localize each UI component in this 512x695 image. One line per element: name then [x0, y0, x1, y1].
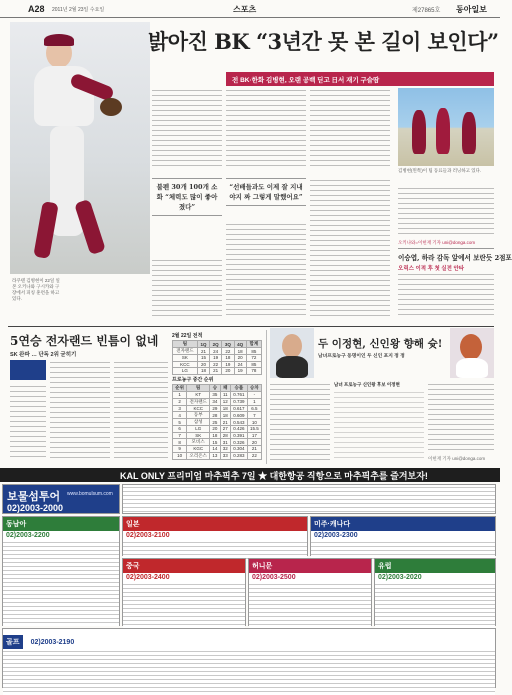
table-cell: LG: [187, 426, 210, 433]
ad-china-phone: 02)2003-2400: [126, 574, 170, 581]
ad-europe-title: 유럽: [375, 559, 495, 573]
table-cell: 15: [210, 439, 220, 446]
table-cell: 6.5: [247, 405, 261, 412]
ad-americas-phone: 02)2003-2300: [314, 532, 358, 539]
player-3-figure: [462, 112, 476, 154]
table-cell: 0.304: [230, 446, 247, 453]
table-cell: 85: [246, 348, 261, 355]
ad-gallery-box: [122, 484, 496, 514]
table-header-cell: 4Q: [234, 341, 246, 348]
table-cell: 15: [197, 355, 209, 362]
ad-europe-phone: 02)2003-2020: [378, 574, 422, 581]
table-cell: 31: [220, 439, 230, 446]
ad-gallery-fill: [123, 485, 495, 513]
table-cell: 14: [210, 446, 220, 453]
ad-japan-phone: 02)2003-2100: [126, 532, 170, 539]
table-cell: 19: [234, 368, 246, 375]
player-photo-left: [270, 328, 314, 378]
ad-golf-title: 골프: [3, 635, 23, 649]
table-header-cell: 승: [210, 385, 220, 392]
table-cell: 7: [173, 432, 187, 439]
table-cell: 22: [210, 361, 222, 368]
table-cell: 0.426: [230, 426, 247, 433]
table-cell: 12: [220, 398, 230, 405]
table-cell: 29: [210, 405, 220, 412]
issue-date: 2011년 2월 23일 수요일: [52, 7, 105, 13]
ad-travel-brand-box[interactable]: [2, 484, 120, 514]
table-cell: 9: [173, 446, 187, 453]
table-cell: 0.543: [230, 419, 247, 426]
pitcher-cap: [44, 34, 74, 46]
two-players-body-col-1: [270, 382, 330, 462]
table-header-cell: 합계: [246, 341, 261, 348]
table-cell: 전자랜드: [173, 348, 198, 355]
lead-body-col-1: [152, 88, 222, 168]
table-cell: 10: [247, 419, 261, 426]
table-header-cell: 순위: [173, 385, 187, 392]
ad-americas-fill: [311, 540, 495, 560]
ad-europe-box[interactable]: [374, 558, 496, 626]
lead-photo: [10, 22, 150, 274]
table-cell: 22: [247, 452, 261, 459]
table-cell: 0.617: [230, 405, 247, 412]
table-cell: 11: [220, 392, 230, 399]
pitcher-glove: [100, 98, 122, 116]
ad-europe-fill: [375, 582, 495, 630]
ad-china-title: 중국: [123, 559, 245, 573]
table-cell: 0.761: [230, 392, 247, 399]
table-header-cell: 팀: [187, 385, 210, 392]
table-cell: 0.326: [230, 439, 247, 446]
section-title: 스포츠: [233, 5, 257, 14]
table-header-cell: 승차: [247, 385, 261, 392]
lead-byline: 오키나와=이헌재 기자 uni@donga.com: [398, 240, 476, 245]
basketball-table2-title: 프로농구 중간 순위: [172, 377, 214, 383]
two-players-headline: 두 이정현, 신인왕 향해 슛!: [318, 338, 443, 350]
table-cell: 0.391: [230, 432, 247, 439]
table-cell: 18: [234, 348, 246, 355]
lead-subhead: 전 BK·한화 김병현, 오랜 공백 딛고 日서 재기 구슬땀: [226, 72, 494, 86]
table-cell: 18: [222, 355, 234, 362]
table-cell: 72: [246, 355, 261, 362]
training-photo-caption: 김병현(왼쪽)이 팀 동료들과 러닝하고 있다.: [398, 168, 482, 173]
table-row: [173, 398, 262, 405]
table-header-cell: 2Q: [210, 341, 222, 348]
table-cell: 35: [210, 392, 220, 399]
table-cell: 32: [220, 446, 230, 453]
table-cell: 4: [173, 412, 187, 419]
table-header-cell: 3Q: [222, 341, 234, 348]
ad-travel-logo: 보물섬투어: [7, 491, 61, 503]
ad-southeast-asia-box[interactable]: [2, 516, 120, 626]
table-cell: 20: [247, 439, 261, 446]
ad-golf-fill: [3, 649, 495, 695]
pitcher-jersey: [34, 66, 94, 126]
ad-honeymoon-fill: [249, 582, 371, 630]
player-right-body: [456, 358, 488, 378]
table-cell: 17: [247, 432, 261, 439]
table-row: [173, 419, 262, 426]
table-cell: 20: [222, 368, 234, 375]
table-header-cell: 1Q: [197, 341, 209, 348]
table-cell: KCC: [187, 405, 210, 412]
ad-honeymoon-title: 허니문: [249, 559, 371, 573]
table-cell: 1: [173, 392, 187, 399]
ad-china-box[interactable]: [122, 558, 246, 626]
table-header-cell: 팀: [173, 341, 198, 348]
section-divider-1: [8, 326, 494, 327]
basketball-body-col-2: [114, 360, 168, 460]
table-cell: 24: [234, 361, 246, 368]
player-1-figure: [412, 110, 426, 154]
table-cell: 21: [197, 348, 209, 355]
table-cell: 13: [210, 452, 220, 459]
ad-southeast-asia-phone: 02)2003-2200: [6, 532, 50, 539]
table-cell: LG: [173, 368, 198, 375]
table-cell: 18: [220, 405, 230, 412]
basketball-logo: [10, 360, 46, 380]
ad-southeast-asia-title: 동남아: [3, 517, 119, 531]
table-cell: 22: [222, 348, 234, 355]
table-row: [173, 439, 262, 446]
table-cell: 모비스: [187, 439, 210, 446]
table-cell: 전자랜드: [187, 398, 210, 405]
ad-japan-box[interactable]: [122, 516, 308, 556]
table-cell: -: [247, 392, 261, 399]
table-row: [173, 368, 262, 375]
table-row: [173, 412, 262, 419]
ad-japan-title: 일본: [123, 517, 307, 531]
side-story-headline: 이승엽, 하라 감독 앞에서 보란듯 2점포: [398, 254, 512, 262]
table-cell: 18: [220, 412, 230, 419]
side-story-kicker: 오릭스 이적 후 첫 실전 안타: [398, 266, 465, 272]
table-cell: 3: [173, 405, 187, 412]
edition-number: 제27865호: [412, 8, 441, 14]
table-cell: KCC: [173, 361, 198, 368]
ad-honeymoon-phone: 02)2003-2500: [252, 574, 296, 581]
lead-body-col-5: [226, 222, 306, 318]
lead-photo-caption: 라쿠텐 김병현이 22일 일본 오키나와 구시카와 구장에서 피칭 훈련을 하고 있다.: [12, 278, 60, 301]
page-header: [0, 0, 500, 18]
table-cell: 78: [246, 368, 261, 375]
player-right-head: [460, 334, 482, 360]
lead-headline: 밝아진 BK “3년간 못 본 길이 보인다”: [148, 29, 499, 54]
ad-china-fill: [123, 582, 245, 630]
table-cell: 6: [173, 426, 187, 433]
table-cell: 동부: [187, 412, 210, 419]
table-row: [173, 348, 262, 355]
lead-body-col-6: [310, 178, 390, 318]
player-left-head: [282, 334, 302, 358]
table-cell: 18: [197, 368, 209, 375]
lead-body-col-3: [310, 88, 390, 168]
table-cell: 0.283: [230, 452, 247, 459]
table-cell: 85: [246, 361, 261, 368]
table-header-cell: 승률: [230, 385, 247, 392]
table-header-cell: 패: [220, 385, 230, 392]
table-cell: SK: [173, 355, 198, 362]
table-cell: 28: [210, 412, 220, 419]
ad-golf-phone: 02)2003-2190: [30, 639, 75, 646]
column-divider: [266, 330, 267, 464]
table-cell: 7: [247, 412, 261, 419]
table-cell: 27: [220, 426, 230, 433]
table-cell: KT: [187, 392, 210, 399]
basketball-score-table: [172, 340, 262, 375]
table-cell: 10: [173, 452, 187, 459]
lead-body-col-4: [152, 258, 222, 318]
table-cell: 삼성: [187, 419, 210, 426]
ad-americas-title: 미주·캐나다: [311, 517, 495, 531]
lead-body-col-2: [226, 88, 306, 168]
ad-travel-url: www.bomulsum.com: [67, 491, 113, 497]
player-left-body: [276, 356, 308, 378]
side-story-body: [398, 272, 494, 318]
two-players-body-col-2: [428, 382, 494, 454]
table-cell: 33: [220, 452, 230, 459]
basketball-headline: 5연승 전자랜드 빈틈이 없네: [10, 334, 159, 348]
newspaper-logo: 동아일보: [456, 5, 487, 14]
two-players-kicker: 남녀프로농구 동명이인 두 신인 포지 정 정: [318, 354, 405, 359]
lead-pullquote-1: 불펜 30개 100개 소화 “체력도 많이 좋아졌다”: [152, 178, 222, 216]
table-cell: 25: [210, 419, 220, 426]
table-row: [173, 452, 262, 459]
basketball-standings-table: [172, 384, 262, 460]
table-cell: SK: [187, 432, 210, 439]
two-players-table: [334, 390, 424, 462]
table-cell: 24: [210, 348, 222, 355]
ad-banner[interactable]: KAL ONLY 프리미엄 마추픽추 7일 ★ 대한항공 직항으로 마추픽추를 즐겨보자!: [0, 468, 500, 482]
ad-honeymoon-box[interactable]: [248, 558, 372, 626]
table-cell: 15.5: [247, 426, 261, 433]
table-cell: 19: [210, 355, 222, 362]
ad-japan-fill: [123, 540, 307, 560]
basketball-body-col-1: [50, 360, 110, 460]
lead-pullquote-2: “선배들과도 이제 잘 지내 야지 짜 그렇게 말했어요”: [226, 178, 306, 206]
table-cell: KGC: [187, 446, 210, 453]
ad-americas-box[interactable]: [310, 516, 496, 556]
table-cell: 5: [173, 419, 187, 426]
two-players-table-title: 남녀 프로농구 신인왕 후보 이정현: [334, 382, 400, 387]
table-cell: 19: [222, 361, 234, 368]
table-cell: 0.739: [230, 398, 247, 405]
table-cell: 8: [173, 439, 187, 446]
table-cell: 21: [247, 446, 261, 453]
page-number: A28: [28, 4, 45, 14]
basketball-kicker: SK 완파 … 단독 2위 굳히기: [10, 352, 77, 358]
ad-southeast-asia-fill: [3, 540, 119, 626]
ad-travel-phone: 02)2003-2000: [7, 503, 64, 513]
ad-golf-box[interactable]: [2, 628, 496, 688]
table-cell: 20: [197, 361, 209, 368]
player-photo-right: [450, 328, 494, 378]
table-cell: 21: [220, 419, 230, 426]
table-cell: 18: [210, 432, 220, 439]
table-cell: 34: [210, 398, 220, 405]
side-story-rule: [398, 248, 494, 249]
table-cell: 21: [210, 368, 222, 375]
table-cell: 20: [210, 426, 220, 433]
table-cell: 1: [247, 398, 261, 405]
basketball-body-col-3: [10, 384, 46, 460]
table-cell: 오리온스: [187, 452, 210, 459]
table-cell: 0.609: [230, 412, 247, 419]
table-cell: 28: [220, 432, 230, 439]
basketball-table1-title: 2월 22일 전적: [172, 333, 203, 339]
player-2-figure: [436, 108, 450, 154]
training-photo: [398, 88, 494, 166]
right-body-col: [398, 186, 494, 238]
table-cell: 20: [234, 355, 246, 362]
table-cell: 2: [173, 398, 187, 405]
two-players-byline: 이헌재 기자 uni@donga.com: [428, 456, 486, 461]
